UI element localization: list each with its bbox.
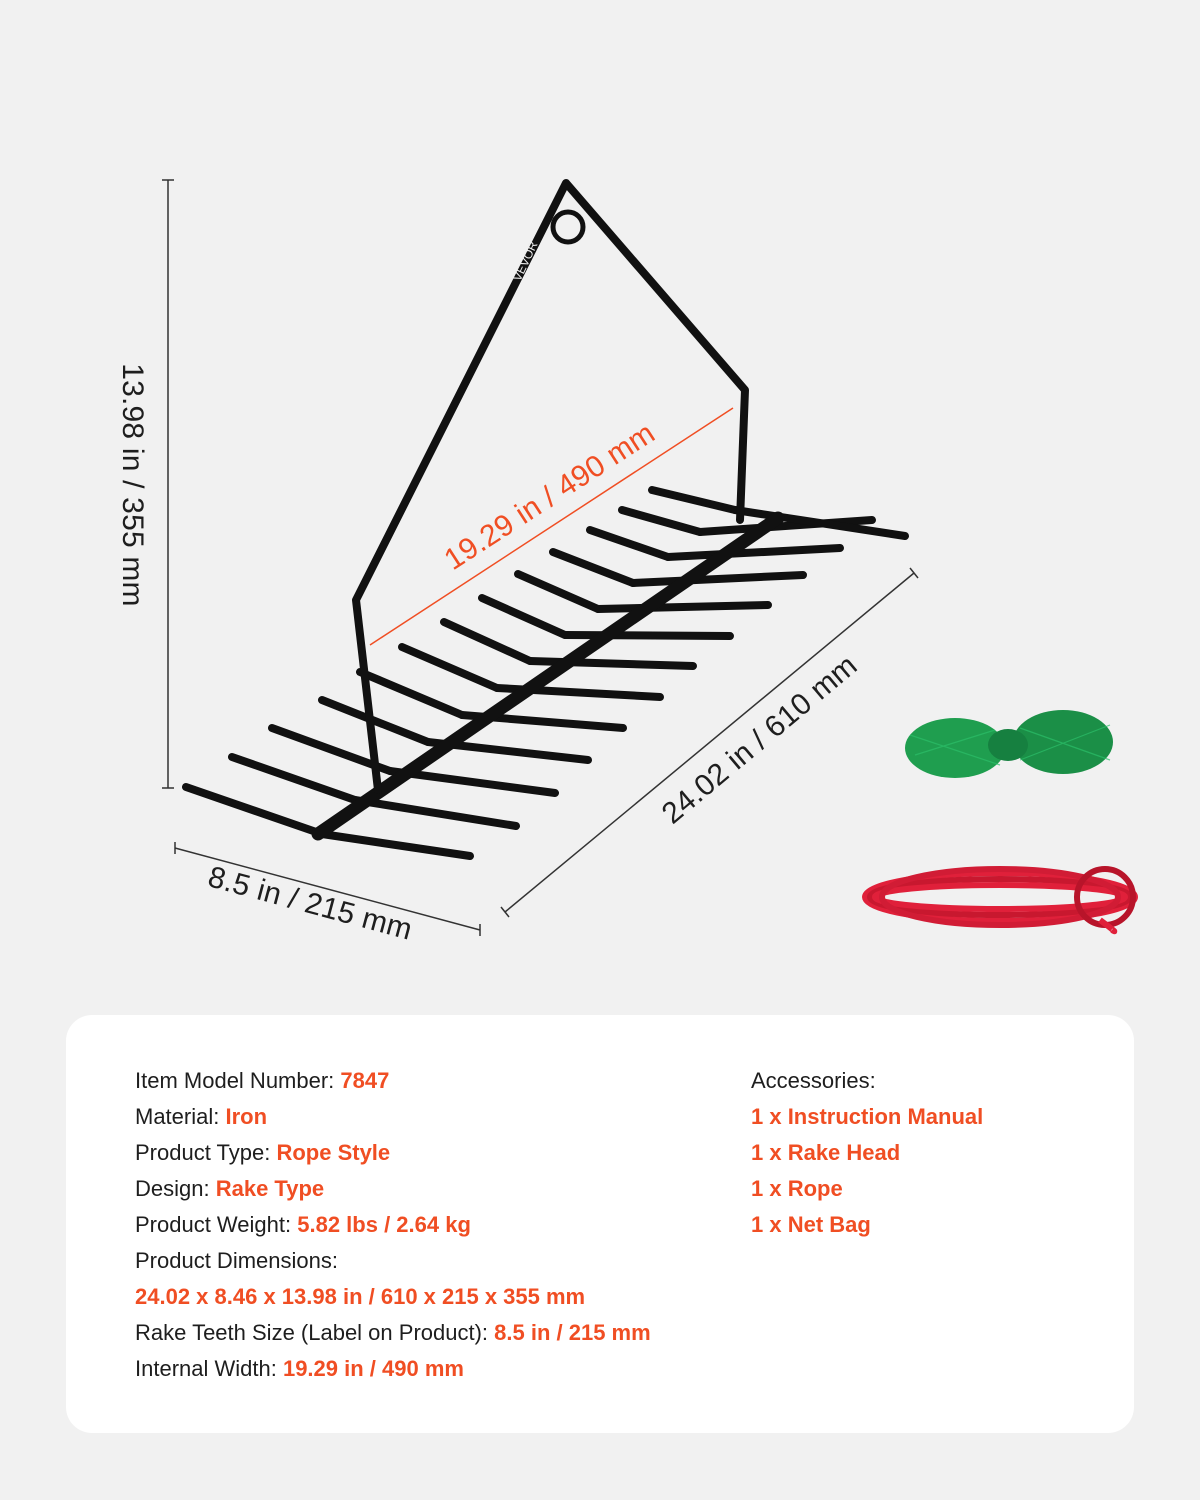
- accessories-list: [751, 1063, 983, 1243]
- accessory-item: 1 x Instruction Manual: [751, 1104, 984, 1129]
- teeth-dimension-label: 8.5 in / 215 mm: [204, 860, 416, 947]
- spec-design: Design: Rake Type: [135, 1176, 325, 1201]
- spec-internal-width: Internal Width: 19.29 in / 490 mm: [135, 1356, 464, 1381]
- brand-mark: VEVOR: [510, 239, 541, 284]
- accessory-item: 1 x Net Bag: [751, 1212, 871, 1237]
- height-dimension-label: 13.98 in / 355 mm: [116, 363, 149, 607]
- rope-accessory: [865, 869, 1135, 931]
- length-dimension-line: [501, 568, 918, 917]
- spec-weight: Product Weight: 5.82 lbs / 2.64 kg: [135, 1212, 471, 1237]
- net-bag-accessory: [905, 710, 1113, 778]
- spec-dimensions-label: Product Dimensions:: [135, 1248, 338, 1273]
- accessories-heading: Accessories:: [751, 1068, 876, 1093]
- spec-product-type: Product Type: Rope Style: [135, 1140, 391, 1165]
- spec-teeth-size: Rake Teeth Size (Label on Product): 8.5 in / 215 mm: [135, 1320, 651, 1345]
- accessory-item: 1 x Rake Head: [751, 1140, 901, 1165]
- height-dimension-line: [162, 180, 174, 788]
- specifications-list: [135, 1063, 651, 1387]
- spec-model-number: Item Model Number: 7847: [135, 1068, 390, 1093]
- spec-dimensions-value: 24.02 x 8.46 x 13.98 in / 610 x 215 x 355 mm: [135, 1284, 586, 1309]
- specifications-card: [66, 1015, 1134, 1433]
- accessory-item: 1 x Rope: [751, 1176, 843, 1201]
- length-dimension-label: 24.02 in / 610 mm: [655, 648, 864, 831]
- internal-width-dimension-label: 19.29 in / 490 mm: [438, 416, 661, 577]
- spec-material: Material: Iron: [135, 1104, 268, 1129]
